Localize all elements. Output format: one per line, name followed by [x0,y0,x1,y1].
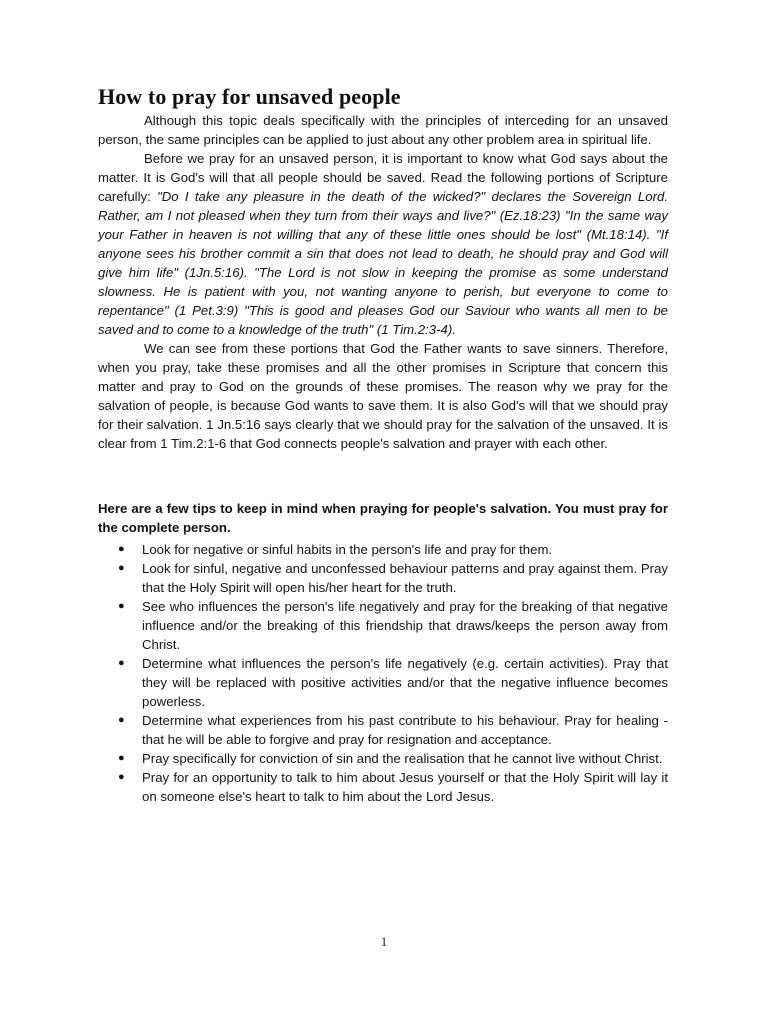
page-number: 1 [380,934,388,949]
list-item-text: Look for negative or sinful habits in the person's life and pray for them. [142,542,553,557]
list-item-text: See who influences the person's life negatively and pray for the breaking of that negative influence and/or the breaking of this friendship that draws/keeps the person away from Christ. [142,599,668,652]
bullet-icon: ● [118,752,125,764]
scripture-paragraph [98,149,668,339]
list-item-text: Determine what experiences from his past contribute to his behaviour. Pray for healing - that he will be able to forgive and pray for resignation and acceptance. [142,713,668,747]
tips-list [98,540,668,806]
tips-heading: Here are a few tips to keep in mind when praying for people's salvation. You must pray for the complete person. [98,501,668,535]
list-item [98,654,668,711]
list-item [98,597,668,654]
bullet-icon: ● [118,657,125,669]
page-title: How to pray for unsaved people [98,83,401,109]
body-text [98,111,668,453]
list-item [98,711,668,749]
bullet-icon: ● [118,771,125,783]
intro-paragraph: Although this topic deals specifically with the principles of interceding for an unsaved person, the same principles can be applied to just about any other problem area in spiritual life. [98,113,668,147]
list-item [98,768,668,806]
list-item-text: Look for sinful, negative and unconfessed behaviour patterns and pray against them. Pray that the Holy Spirit will open his/her heart for the truth. [142,561,668,595]
list-item [98,540,668,559]
list-item [98,559,668,597]
list-item-text: Pray specifically for conviction of sin and the realisation that he cannot live without Christ. [142,751,663,766]
list-item [98,749,668,768]
list-item-text: Determine what influences the person's life negatively (e.g. certain activities). Pray that they will be replaced with positive activities and/or that the negative influence becomes powerless. [142,656,668,709]
list-item-text: Pray for an opportunity to talk to him about Jesus yourself or that the Holy Spirit will lay it on someone else's heart to talk to him about the Lord Jesus. [142,770,668,804]
scripture-quotes: "Do I take any pleasure in the death of the wicked?" declares the Sovereign Lord. Rather, am I not pleased when they turn from their ways and live?" (Ez.18:23) "In the same way your Father in heaven is not willing that any of these little ones should be lost" (Mt.18:14). "If anyone sees his brother commit a sin that does not lead to death, he should pray and God will give him life" (1Jn.5:16). "The Lord is not slow in keeping the promise as some understand slowness. He is patient with you, not wanting anyone to perish, but everyone to come to repentance" (1 Pet.3:9) "This is good and pleases God our Saviour who wants all men to be saved and to come to a knowledge of the truth" (1 Tim.2:3-4). [98,189,668,337]
conclusion-paragraph: We can see from these portions that God the Father wants to save sinners. Therefore, when you pray, take these promises and all the other promises in Scripture that concern this matter and pray to God on the grounds of these promises. The reason why we pray for the salvation of people, is because God wants to save them. It is also God's will that we should pray for their salvation. 1 Jn.5:16 says clearly that we should pray for the salvation of the unsaved. It is clear from 1 Tim.2:1-6 that God connects people's salvation and prayer with each other. [98,341,668,451]
bullet-icon: ● [118,562,125,574]
bullet-icon: ● [118,714,125,726]
bullet-icon: ● [118,543,125,555]
scripture-intro: Before we pray for an unsaved person, it is important to know what God says about the matter. It is God's will that all people should be saved. Read the following portions of Scripture carefully: [98,151,668,204]
bullet-icon: ● [118,600,125,612]
